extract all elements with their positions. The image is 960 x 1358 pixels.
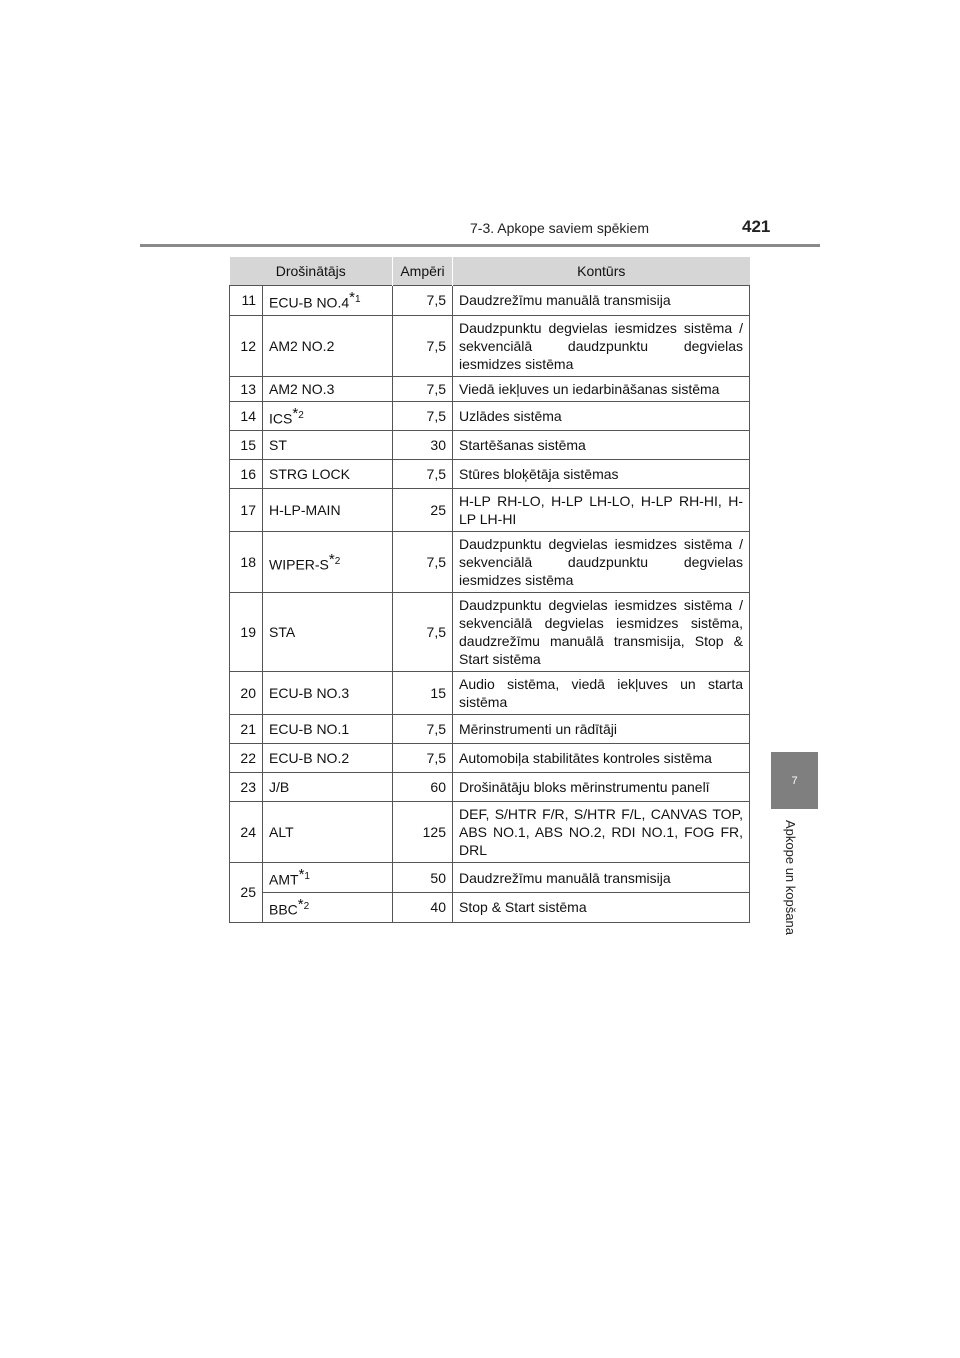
fuse-number: 12 — [230, 315, 263, 376]
column-header-circuit: Kontūrs — [453, 257, 750, 286]
fuse-number: 13 — [230, 376, 263, 401]
table-row — [230, 744, 750, 773]
fuse-name: ST — [263, 431, 393, 460]
fuse-name: J/B — [263, 773, 393, 802]
fuse-circuit: Daudzrežīmu manuālā transmisija — [453, 863, 750, 893]
column-header-amperes: Ampēri — [393, 257, 453, 286]
fuse-amperes: 7,5 — [393, 286, 453, 316]
fuse-circuit: Startēšanas sistēma — [453, 431, 750, 460]
fuse-number: 22 — [230, 744, 263, 773]
fuse-number: 21 — [230, 715, 263, 744]
fuse-circuit: Viedā iekļuves un iedarbināšanas sistēma — [453, 376, 750, 401]
fuse-amperes: 7,5 — [393, 315, 453, 376]
fuse-amperes: 60 — [393, 773, 453, 802]
table-row — [230, 401, 750, 431]
table-header-row — [230, 257, 750, 286]
fuse-number: 14 — [230, 401, 263, 431]
fuse-name: WIPER-$S^{*2}$ — [263, 532, 393, 593]
fuse-circuit: DEF, S/HTR F/R, S/HTR F/L, CANVAS TOP, ABS NO.1, ABS NO.2, RDI NO.1, FOG FR, DRL — [453, 802, 750, 863]
fuse-name: ECU-B NO.3 — [263, 672, 393, 715]
fuse-name: ECU-B NO.2 — [263, 744, 393, 773]
fuse-amperes: 7,5 — [393, 744, 453, 773]
fuse-circuit: Daudzpunktu degvielas iesmidzes sistēma / sekvenciālā daudzpunktu degvielas iesmidzes sistēma — [453, 315, 750, 376]
fuse-circuit: Stūres bloķētāja sistēmas — [453, 460, 750, 489]
fuse-name: ALT — [263, 802, 393, 863]
page-number: 421 — [742, 217, 771, 236]
fuse-number: 19 — [230, 593, 263, 672]
table-row — [230, 773, 750, 802]
fuse-amperes: 25 — [393, 489, 453, 532]
fuse-name: ICS$^{*2}$ — [263, 401, 393, 431]
section-title: 7-3. Apkope saviem spēkiem — [470, 220, 649, 236]
fuse-number: 23 — [230, 773, 263, 802]
fuse-name: STA — [263, 593, 393, 672]
fuse-circuit: Stop & Start sistēma — [453, 892, 750, 922]
fuse-number: 17 — [230, 489, 263, 532]
fuse-circuit: Daudzpunktu degvielas iesmidzes sistēma / sekvenciālā daudzpunktu degvielas iesmidzes sistēma — [453, 532, 750, 593]
table-row — [230, 286, 750, 316]
fuse-number: 18 — [230, 532, 263, 593]
fuse-number: 20 — [230, 672, 263, 715]
fuse-circuit: Uzlādes sistēma — [453, 401, 750, 431]
table-row — [230, 460, 750, 489]
table-row — [230, 431, 750, 460]
fuse-circuit: Daudzrežīmu manuālā transmisija — [453, 286, 750, 316]
fuse-amperes: 15 — [393, 672, 453, 715]
fuse-name: BBC$^{*2}$ — [263, 892, 393, 922]
chapter-number: 7 — [791, 774, 798, 787]
table-row — [230, 802, 750, 863]
fuse-number: 16 — [230, 460, 263, 489]
table-row — [230, 593, 750, 672]
fuse-amperes: 7,5 — [393, 460, 453, 489]
fuse-name: STRG LOCK — [263, 460, 393, 489]
fuse-amperes: 50 — [393, 863, 453, 893]
fuse-number: 11 — [230, 286, 263, 316]
table-row — [230, 376, 750, 401]
fuse-name: H-LP-MAIN — [263, 489, 393, 532]
header-divider — [140, 244, 820, 247]
table-row — [230, 715, 750, 744]
fuse-name: ECU-B NO.4$^{*1}$ — [263, 286, 393, 316]
fuse-circuit: H-LP RH-LO, H-LP LH-LO, H-LP RH-HI, H-LP LH-HI — [453, 489, 750, 532]
table-row — [230, 863, 750, 893]
chapter-label: Apkope un kopšana — [783, 820, 798, 935]
table-row — [230, 489, 750, 532]
table-row — [230, 892, 750, 922]
fuse-amperes: 7,5 — [393, 593, 453, 672]
fuse-number: 25 — [230, 863, 263, 922]
fuse-amperes: 7,5 — [393, 401, 453, 431]
table-row — [230, 315, 750, 376]
fuse-amperes: 40 — [393, 892, 453, 922]
fuse-circuit: Mērinstrumenti un rādītāji — [453, 715, 750, 744]
fuse-circuit: Drošinātāju bloks mērinstrumentu panelī — [453, 773, 750, 802]
chapter-tab — [771, 752, 818, 809]
fuse-circuit: Automobiļa stabilitātes kontroles sistēma — [453, 744, 750, 773]
fuse-table — [229, 257, 750, 923]
table-row — [230, 672, 750, 715]
fuse-amperes: 7,5 — [393, 376, 453, 401]
fuse-name: AM2 NO.2 — [263, 315, 393, 376]
fuse-name: ECU-B NO.1 — [263, 715, 393, 744]
fuse-number: 24 — [230, 802, 263, 863]
fuse-circuit: Daudzpunktu degvielas iesmidzes sistēma / sekvenciālā degvielas iesmidzes sistēma, daudzrežīmu manuālā transmisija, Stop & Start sistēma — [453, 593, 750, 672]
fuse-name: AM2 NO.3 — [263, 376, 393, 401]
fuse-name: AMT$^{*1}$ — [263, 863, 393, 893]
table-row — [230, 532, 750, 593]
fuse-amperes: 7,5 — [393, 532, 453, 593]
fuse-amperes: 30 — [393, 431, 453, 460]
fuse-amperes: 7,5 — [393, 715, 453, 744]
fuse-circuit: Audio sistēma, viedā iekļuves un starta sistēma — [453, 672, 750, 715]
fuse-amperes: 125 — [393, 802, 453, 863]
fuse-number: 15 — [230, 431, 263, 460]
column-header-fuse: Drošinātājs — [230, 257, 393, 286]
